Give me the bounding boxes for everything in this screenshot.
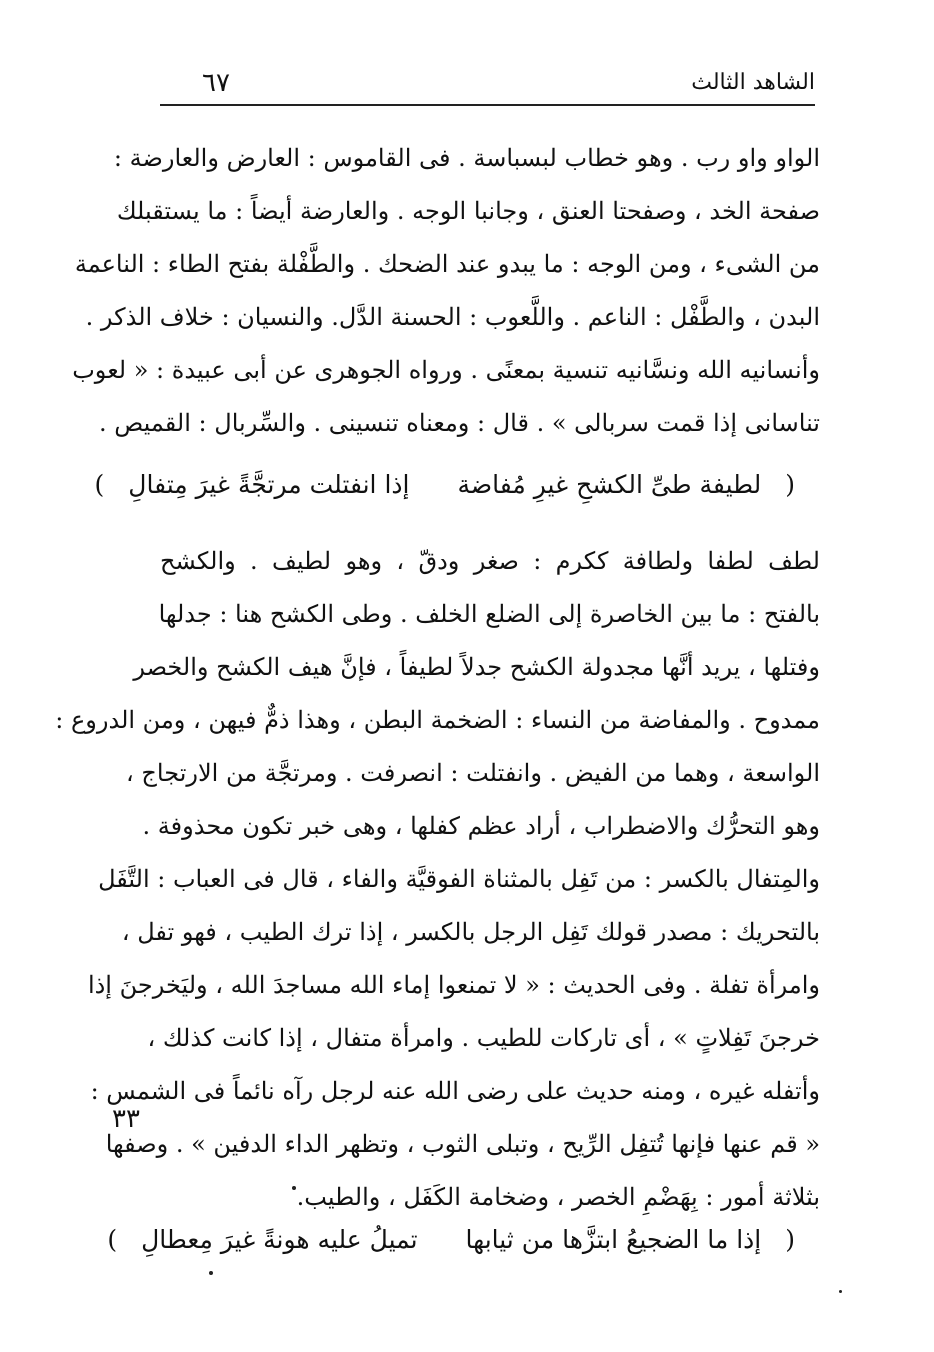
- page-header: [160, 64, 815, 100]
- verse-second-hemistich: تميلُ عليه هونةً غيرَ مِعطالِ: [141, 1225, 418, 1254]
- commentary-paragraph-1: [72, 132, 820, 450]
- text-line: والمِتفال بالكسر : من تَفِل بالمثناة الفوقيَّة والفاء ، قال فى العباب : التَّفَل: [98, 865, 820, 893]
- text-line: البدن ، والطَّفْل : الناعم . واللَّعوب : الحسنة الدَّل. والنسيان : خلاف الذكر .: [85, 303, 820, 331]
- text-line: الواسعة ، وهما من الفيض . وانفتلت : انصرفت . ومرتجَّة من الارتجاج ،: [126, 759, 820, 787]
- text-line: خرجنَ تَفِلاتٍ » ، أى تاركات للطيب . وامرأة متفال ، إذا كانت كذلك ،: [147, 1024, 820, 1052]
- text-line: بالتحريك : مصدر قولك تَفِل الرجل بالكسر ، إذا ترك الطيب ، فهو تفل ،: [121, 918, 820, 946]
- verse-close-paren: ): [107, 1225, 118, 1254]
- text-line: الواو واو رب . وهو خطاب لبسباسة . فى القاموس : العارض والعارضة :: [113, 144, 820, 172]
- text-line: ممدوح . والمفاضة من النساء : الضخمة البطن ، وهذا ذمٌّ فيهن ، ومن الدروع :: [55, 706, 820, 734]
- verse-second-hemistich: إذا انفتلت مرتجَّةً غيرَ مِتفالِ: [128, 470, 410, 499]
- text-line: وأتفله غيره ، ومنه حديث على رضى الله عنه لرجل رآه نائماً فى الشمس :: [90, 1077, 820, 1105]
- print-speck: [839, 1290, 842, 1293]
- text-line: وامرأة تفلة . وفى الحديث : « لا تمنعوا إماء الله مساجدَ الله ، وليَخرجنَ إذا: [87, 971, 820, 999]
- text-line: بثلاثة أمور : بِهَضْمِ الخصر ، وضخامة الكَفَل ، والطيب.: [296, 1183, 820, 1211]
- running-title: الشاهد الثالث: [691, 70, 815, 95]
- text-line: وفتلها ، يريد أنَّها مجدولة الكشح جدلاً لطيفاً ، فإنَّ هيف الكشح والخصر: [133, 653, 820, 681]
- verse-close-paren: ): [94, 470, 105, 499]
- poem-verse-2: [107, 1225, 795, 1254]
- verse-number: ٣٣: [112, 1104, 140, 1134]
- text-line: بالفتح : ما بين الخاصرة إلى الضلع الخلف . وطى الكشح هنا : جدلها: [158, 600, 820, 628]
- text-line: صفحة الخد ، وصفحتا العنق ، وجانبا الوجه . والعارضة أيضاً : ما يستقبلك: [116, 197, 820, 225]
- text-line: تناسانى إذا قمت سربالى » . قال : ومعناه تنسينى . والسِّربال : القميص .: [99, 409, 820, 437]
- text-line: وهو التحرُّك والاضطراب ، أراد عظم كفلها ، وهى خبر تكون محذوفة .: [142, 812, 820, 840]
- print-speck: [209, 1271, 213, 1275]
- verse-open-paren: (: [785, 1225, 795, 1254]
- verse-first-hemistich: لطيفة طىِّ الكشحِ غيرِ مُفاضة: [457, 470, 762, 499]
- verse-first-hemistich: إذا ما الضجيعُ ابتزَّها من ثيابها: [465, 1225, 762, 1254]
- text-line: وأنسانيه الله ونسَّانيه تنسية بمعنًى . ورواه الجوهرى عن أبى عبيدة : « لعوب: [72, 356, 820, 384]
- text-line: لطف لطفا ولطافة ككرم : صغر ودقّ ، وهو لطيف . والكشح: [160, 547, 820, 575]
- print-speck: [292, 1186, 296, 1190]
- page-number: ٦٧: [202, 68, 230, 98]
- poem-verse-1: [94, 470, 795, 499]
- text-line: « قم عنها فإنها تُتفِل الرِّيح ، وتبلى الثوب ، وتظهر الداء الدفين » . وصفها: [105, 1130, 820, 1158]
- text-line: من الشىء ، ومن الوجه : ما يبدو عند الضحك . والطَّفْلة بفتح الطاء : الناعمة: [74, 250, 820, 278]
- header-rule: [160, 104, 815, 106]
- verse-open-paren: (: [785, 470, 795, 499]
